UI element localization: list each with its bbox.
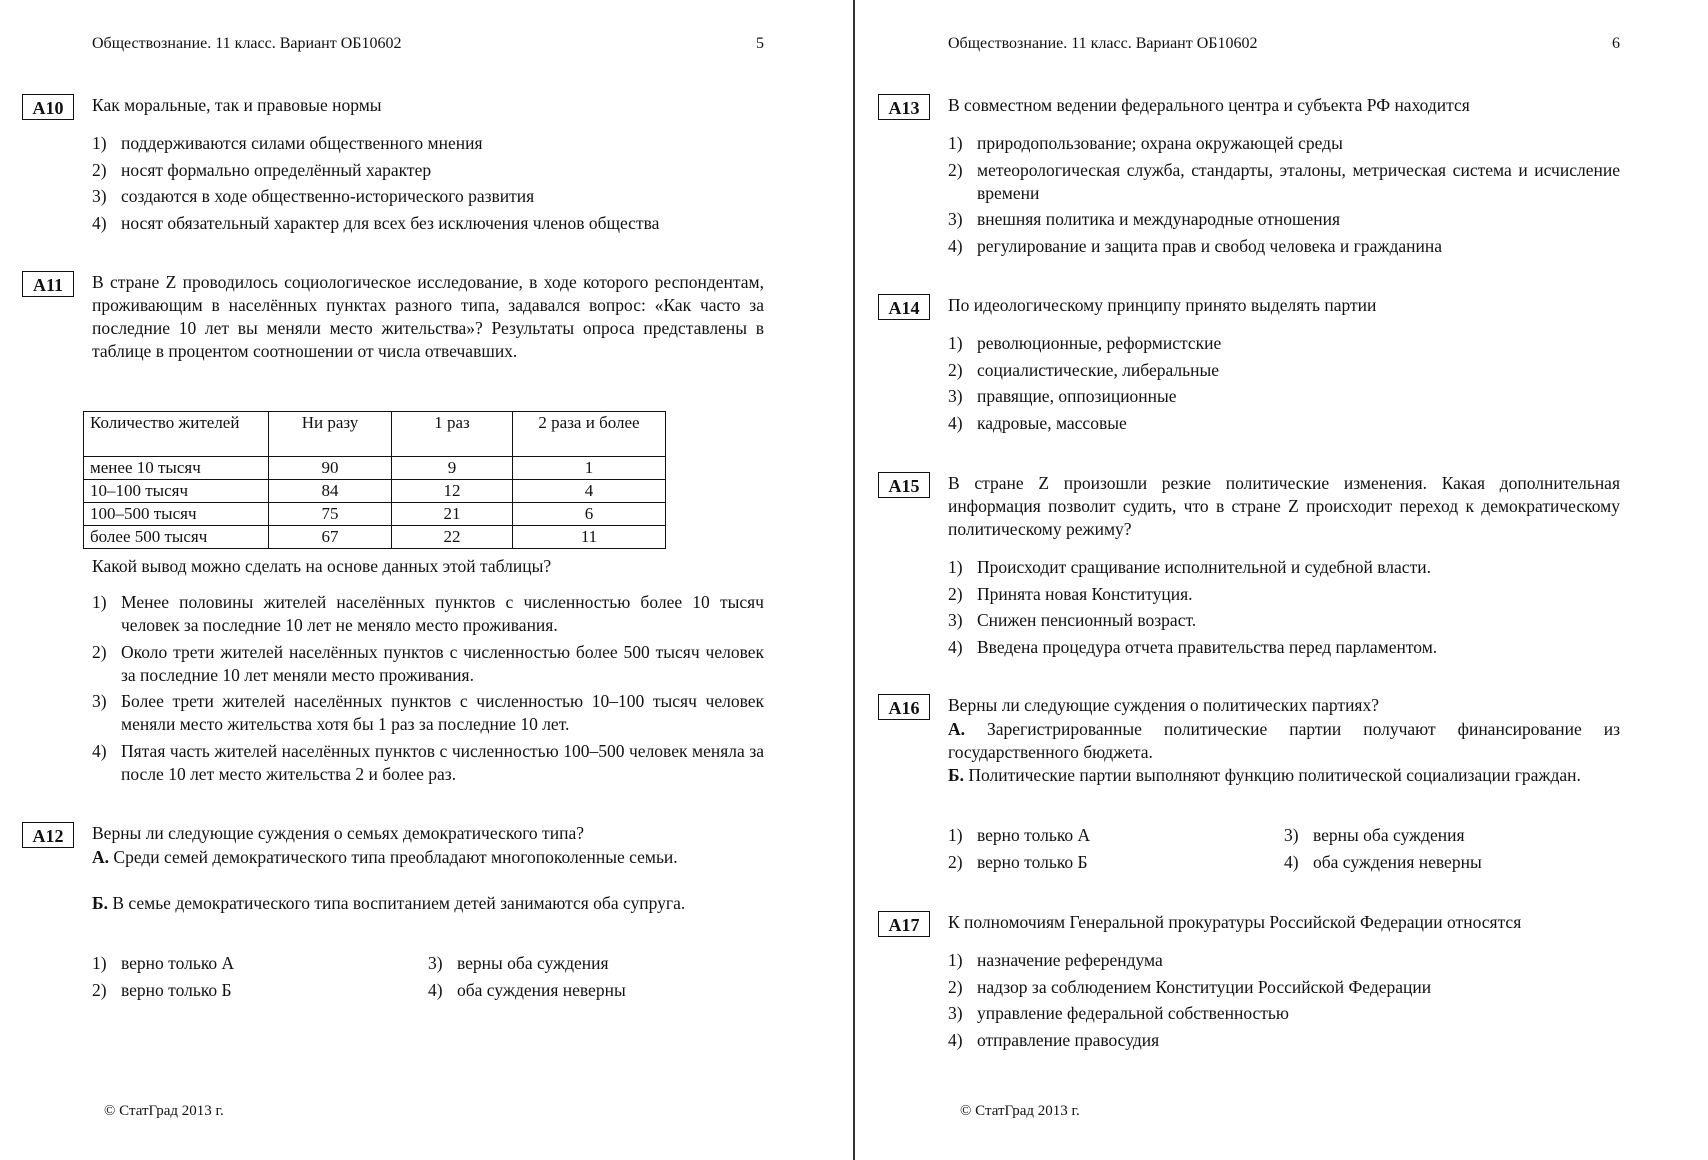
question-stem: В стране Z проводилось социологическое исследование, в ходе которого респондентам, проживающим в населённых пунктах разного типа, задавался вопрос: «Как часто за последние 10 лет вы меняли место жительства»? Результаты опроса представлены в таблице в процентом соотношении от числа отвечавших. <box>92 272 764 361</box>
question-stem: Как моральные, так и правовые нормы <box>92 95 382 115</box>
answer-option[interactable]: 3) внешняя политика и международные отношения <box>948 209 1341 229</box>
table-row <box>84 457 666 480</box>
answer-option[interactable]: 2) надзор за соблюдением Конституции Российской Федерации <box>948 976 1432 997</box>
answer-option[interactable]: 1) поддерживаются силами общественного мнения <box>92 133 483 153</box>
judgment-a: А. Среди семей демократического типа преобладают многопоколенные семьи. <box>92 847 678 867</box>
table-header-cell: Количество жителей <box>84 412 269 457</box>
answer-option[interactable]: 2) Около трети жителей населённых пунктов с численностью более 500 тысяч человек за последние 10 лет меняли место проживания. <box>92 641 764 685</box>
page-header <box>92 32 764 56</box>
table-header-cell: 2 раза и более <box>513 412 666 457</box>
table-cell: 22 <box>392 526 513 549</box>
question-label: А12 <box>22 822 74 848</box>
table-cell: 90 <box>269 457 392 480</box>
judgment-b: Б. Политические партии выполняют функцию политической социализации граждан. <box>948 765 1581 785</box>
answer-option[interactable]: 2) метеорологическая служба, стандарты, эталоны, метрическая система и исчисление времени <box>948 159 1620 203</box>
answer-options <box>92 132 764 238</box>
answer-option[interactable]: 2) верно только Б <box>92 980 232 1000</box>
header-subject: Обществознание. 11 класс. Вариант ОБ10602 <box>948 35 1258 52</box>
page-left <box>0 0 852 1160</box>
table-header-row <box>84 412 666 457</box>
answer-option[interactable]: 2) социалистические, либеральные <box>948 359 1220 380</box>
table-row <box>84 480 666 503</box>
answer-options <box>948 132 1620 261</box>
answer-option[interactable]: 2) Принята новая Конституция. <box>948 583 1193 604</box>
answer-option[interactable]: 3) управление федеральной собственностью <box>948 1003 1289 1023</box>
table-cell: 12 <box>392 480 513 503</box>
table-cell: 9 <box>392 457 513 480</box>
table-cell: 75 <box>269 503 392 526</box>
answer-option[interactable]: 4) Пятая часть жителей населённых пунктов с численностью 100–500 человек меняла за после 10 лет место жительства 2 и более раз. <box>92 740 764 784</box>
question-label: А13 <box>878 94 930 120</box>
answer-option[interactable]: 1) Происходит сращивание исполнительной и судебной власти. <box>948 557 1431 577</box>
answer-option[interactable]: 4) Введена процедура отчета правительства перед парламентом. <box>948 636 1438 657</box>
judgment-b: Б. В семье демократического типа воспитанием детей занимаются оба супруга. <box>92 893 686 913</box>
answer-options <box>948 949 1620 1055</box>
answer-option[interactable]: 2) верно только Б <box>948 852 1088 872</box>
table-cell: 11 <box>513 526 666 549</box>
answer-option[interactable]: 1) Менее половины жителей населённых пунктов с численностью более 10 тысяч человек за последние 10 лет не меняло место проживания. <box>92 592 764 635</box>
table-cell: 4 <box>513 480 666 503</box>
answer-option[interactable]: 1) назначение референдума <box>948 950 1163 970</box>
answer-option[interactable]: 1) верно только А <box>948 825 1091 845</box>
answer-options <box>948 556 1620 662</box>
answer-option[interactable]: 3) верны оба суждения <box>428 953 609 973</box>
answer-option[interactable]: 3) правящие, оппозиционные <box>948 386 1177 406</box>
question-label: А10 <box>22 94 74 120</box>
question-label: А14 <box>878 294 930 320</box>
judgment-a: А. Зарегистрированные политические партии получают финансирование из государственного бюджета. <box>948 719 1620 762</box>
question-stem: Верны ли следующие суждения о семьях демократического типа? <box>92 823 584 843</box>
answer-options <box>948 332 1620 438</box>
answer-option[interactable]: 1) природопользование; охрана окружающей среды <box>948 133 1343 153</box>
question-stem: К полномочиям Генеральной прокуратуры Российской Федерации относятся <box>948 912 1522 932</box>
question-label: А15 <box>878 472 930 498</box>
answer-option[interactable]: 3) верны оба суждения <box>1284 825 1465 845</box>
answer-option[interactable]: 3) создаются в ходе общественно-исторического развития <box>92 186 535 206</box>
question-label: А17 <box>878 911 930 937</box>
table-cell: менее 10 тысяч <box>84 457 269 480</box>
table-cell: 10–100 тысяч <box>84 480 269 503</box>
question-stem: По идеологическому принципу принято выделять партии <box>948 295 1377 315</box>
answer-option[interactable]: 4) отправление правосудия <box>948 1029 1160 1050</box>
question-stem: В совместном ведении федерального центра и субъекта РФ находится <box>948 95 1470 115</box>
table-cell: более 500 тысяч <box>84 526 269 549</box>
table-header-cell: 1 раз <box>392 412 513 457</box>
table-row <box>84 503 666 526</box>
footer-copyright: © СтатГрад 2013 г. <box>104 1103 224 1119</box>
page-number: 5 <box>756 35 764 52</box>
table-cell: 6 <box>513 503 666 526</box>
table-header-cell: Ни разу <box>269 412 392 457</box>
answer-option[interactable]: 4) кадровые, массовые <box>948 412 1127 433</box>
header-subject: Обществознание. 11 класс. Вариант ОБ10602 <box>92 35 402 52</box>
answer-option[interactable]: 4) оба суждения неверны <box>1284 852 1482 872</box>
table-cell: 100–500 тысяч <box>84 503 269 526</box>
answer-option[interactable]: 3) Более трети жителей населённых пунктов с численностью 10–100 тысяч человек меняли место жительства хотя бы 1 раз за последние 10 лет. <box>92 691 764 734</box>
table-cell: 67 <box>269 526 392 549</box>
answer-options <box>92 591 764 789</box>
question-stem: В стране Z произошли резкие политические изменения. Какая дополнительная информация позволит судить, что в стране Z происходит переход к демократическому политическому режиму? <box>948 473 1620 539</box>
answer-option[interactable]: 2) носят формально определённый характер <box>92 159 432 180</box>
question-label: А16 <box>878 694 930 720</box>
question-label: А11 <box>22 271 74 297</box>
answer-option[interactable]: 4) регулирование и защита прав и свобод человека и гражданина <box>948 235 1442 256</box>
question-stem: Верны ли следующие суждения о политических партиях? <box>948 695 1379 715</box>
table-cell: 84 <box>269 480 392 503</box>
answer-option[interactable]: 4) оба суждения неверны <box>428 980 626 1000</box>
page-number: 6 <box>1612 35 1620 52</box>
table-cell: 21 <box>392 503 513 526</box>
answer-option[interactable]: 1) верно только А <box>92 953 235 973</box>
answer-option[interactable]: 3) Снижен пенсионный возраст. <box>948 610 1197 630</box>
table-row <box>84 526 666 549</box>
page-divider <box>853 0 855 1160</box>
answer-option[interactable]: 4) носят обязательный характер для всех без исключения членов общества <box>92 212 660 233</box>
table-question: Какой вывод можно сделать на основе данных этой таблицы? <box>92 556 552 576</box>
table-cell: 1 <box>513 457 666 480</box>
survey-table <box>83 411 666 549</box>
page-right <box>856 0 1708 1160</box>
page-header <box>948 32 1620 56</box>
footer-copyright: © СтатГрад 2013 г. <box>960 1103 1080 1119</box>
answer-option[interactable]: 1) революционные, реформистские <box>948 333 1222 353</box>
